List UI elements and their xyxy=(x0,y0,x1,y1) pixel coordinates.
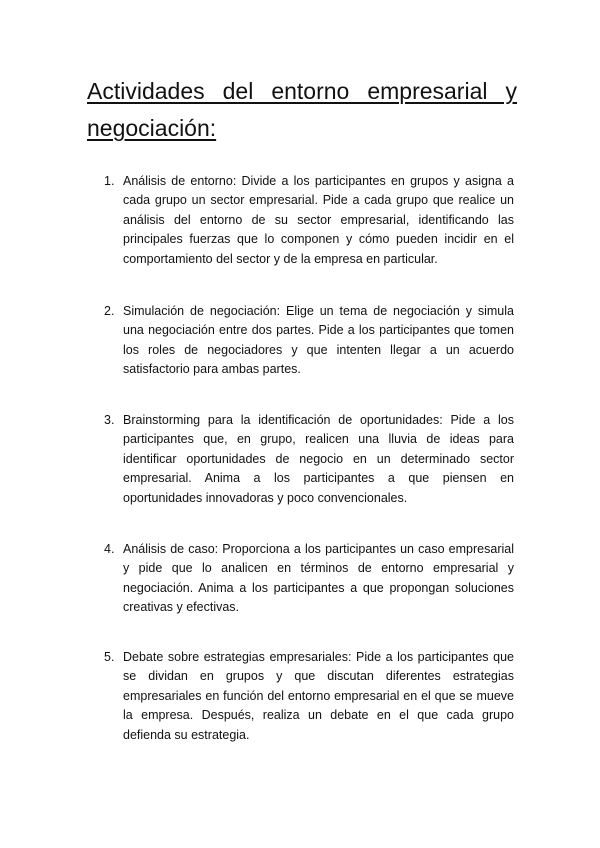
list-item-number: 4. xyxy=(104,542,115,556)
list-item xyxy=(104,540,514,618)
list-item-text: Brainstorming para la identificación de oportunidades: Pide a los participantes que, en grupo, realicen una lluvia de ideas para identificar oportunidades de negocio en un determinado sector empresarial. Anima a los participantes a que piensen en oportunidades innovadoras y poco convencionales. xyxy=(123,413,514,505)
list-item-text: Análisis de entorno: Divide a los participantes en grupos y asigna a cada grupo un sector empresarial. Pide a cada grupo que realice un análisis del entorno de su sector empresarial, identificando las principales fuerzas que lo componen y cómo pueden incidir en el comportamiento del sector y de la empresa en particular. xyxy=(123,174,514,266)
list-item-text: Simulación de negociación: Elige un tema de negociación y simula una negociación entre dos partes. Pide a los participantes que tomen los roles de negociadores y que intenten llegar a un acuerdo satisfactorio para ambas partes. xyxy=(123,304,514,377)
list-item xyxy=(104,172,514,269)
document-title: Actividades del entorno empresarial y negociación: xyxy=(87,78,517,141)
list-item-text: Debate sobre estrategias empresariales: Pide a los participantes que se dividan en grupos y que discutan diferentes estrategias empresariales en función del entorno empresarial en el que se mueve la empresa. Después, realiza un debate en el que cada grupo defienda su estrategia. xyxy=(123,650,514,742)
list-item-number: 1. xyxy=(104,174,115,188)
list-item-number: 2. xyxy=(104,304,115,318)
list-item xyxy=(104,411,514,508)
list-item xyxy=(104,648,514,745)
list-item-number: 5. xyxy=(104,650,115,664)
list-item xyxy=(104,302,514,380)
list-item-number: 3. xyxy=(104,413,115,427)
list-item-text: Análisis de caso: Proporciona a los participantes un caso empresarial y pide que lo analicen en términos de entorno empresarial y negociación. Anima a los participantes a que propongan soluciones creativas y efectivas. xyxy=(123,542,514,615)
